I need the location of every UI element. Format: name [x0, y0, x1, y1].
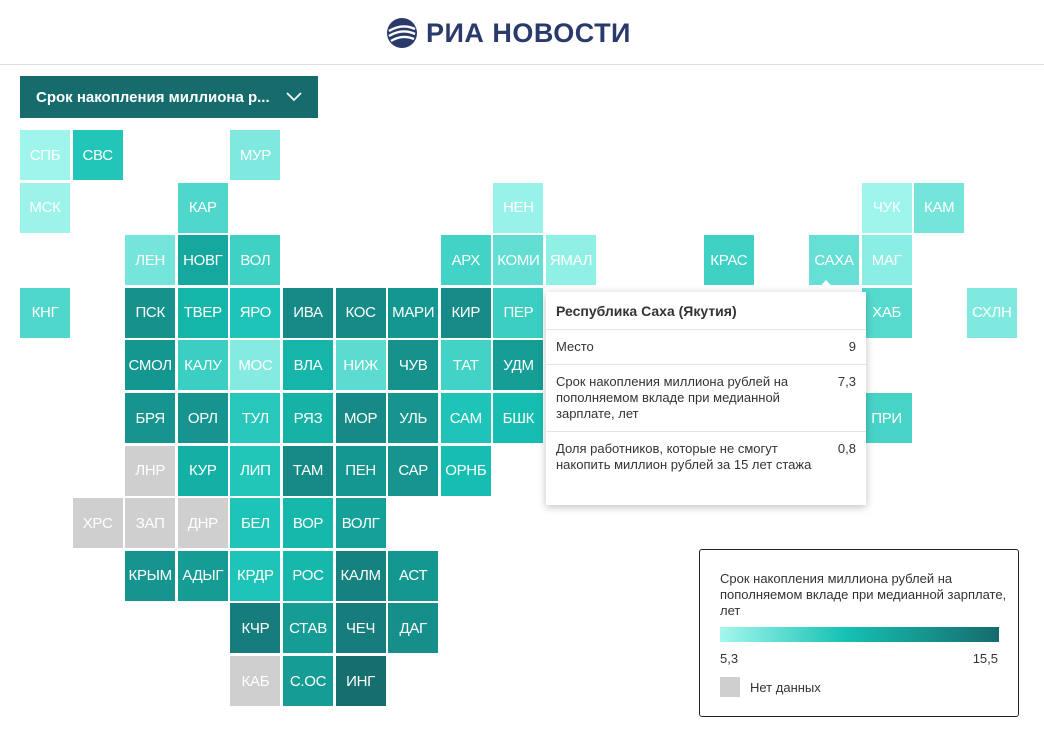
region-tile[interactable]: ХАБ: [862, 288, 912, 338]
region-tile[interactable]: МОР: [336, 393, 386, 443]
tooltip-row-years: [546, 365, 866, 432]
region-tile[interactable]: САХА: [809, 235, 859, 285]
region-tile[interactable]: С.ОС: [283, 656, 333, 706]
region-tile[interactable]: ОРЛ: [178, 393, 228, 443]
region-tile[interactable]: ТАМ: [283, 446, 333, 496]
region-tile[interactable]: КАМ: [914, 183, 964, 233]
map-legend: [699, 549, 1019, 717]
region-tile[interactable]: ЧУК: [862, 183, 912, 233]
legend-gradient-bar: [720, 627, 999, 642]
region-tile[interactable]: БШК: [493, 393, 543, 443]
region-tile[interactable]: КНГ: [20, 288, 70, 338]
region-tile[interactable]: САМ: [441, 393, 491, 443]
legend-title: Срок накопления миллиона рублей на пополняемом вкладе при медианной зарплате, лет: [720, 571, 1007, 618]
logo-text: РИА НОВОСТИ: [426, 17, 631, 48]
region-tile[interactable]: УДМ: [493, 340, 543, 390]
region-tile[interactable]: КРЫМ: [125, 551, 175, 601]
region-tile[interactable]: ЧУВ: [388, 340, 438, 390]
dropdown-label: Срок накопления миллиона р...: [36, 88, 270, 106]
region-tile[interactable]: БРЯ: [125, 393, 175, 443]
region-tile[interactable]: ВОЛ: [230, 235, 280, 285]
no-data-label: Нет данных: [750, 680, 821, 695]
chevron-down-icon: [286, 92, 302, 102]
region-tile[interactable]: САР: [388, 446, 438, 496]
region-tile[interactable]: ТУЛ: [230, 393, 280, 443]
region-tile[interactable]: АСТ: [388, 551, 438, 601]
region-tile[interactable]: ИНГ: [336, 656, 386, 706]
indicator-dropdown[interactable]: [20, 76, 318, 118]
region-tile[interactable]: КОС: [336, 288, 386, 338]
region-tile[interactable]: БЕЛ: [230, 498, 280, 548]
tooltip-row-rank: [546, 330, 866, 365]
region-tile[interactable]: НОВГ: [178, 235, 228, 285]
region-tile[interactable]: РОС: [283, 551, 333, 601]
region-tile[interactable]: ПЕН: [336, 446, 386, 496]
region-tile[interactable]: ПЕР: [493, 288, 543, 338]
region-tile[interactable]: ЗАП: [125, 498, 175, 548]
region-tile[interactable]: АРХ: [441, 235, 491, 285]
region-tile[interactable]: КРАС: [704, 235, 754, 285]
tooltip-value: 7,3: [837, 374, 856, 389]
tooltip-label: Доля работников, которые не смогут накопить миллион рублей за 15 лет стажа: [556, 441, 812, 472]
region-tile[interactable]: КИР: [441, 288, 491, 338]
region-tile[interactable]: ЯРО: [230, 288, 280, 338]
region-tile[interactable]: ХРС: [73, 498, 123, 548]
region-tile[interactable]: ДНР: [178, 498, 228, 548]
region-tile[interactable]: ЯМАЛ: [546, 235, 596, 285]
region-tile[interactable]: УЛЬ: [388, 393, 438, 443]
tooltip-row-share: [546, 432, 866, 482]
region-tooltip: [546, 292, 866, 505]
region-tile[interactable]: ЛЕН: [125, 235, 175, 285]
region-tile[interactable]: КОМИ: [493, 235, 543, 285]
tooltip-value: 0,8: [837, 441, 856, 456]
tooltip-label: Срок накопления миллиона рублей на пополняемом вкладе при медианной зарплате, лет: [556, 374, 789, 421]
region-tile[interactable]: ВОЛГ: [336, 498, 386, 548]
region-tile[interactable]: МСК: [20, 183, 70, 233]
region-tile[interactable]: ВОР: [283, 498, 333, 548]
region-tile[interactable]: ДАГ: [388, 603, 438, 653]
region-tile[interactable]: ТВЕР: [178, 288, 228, 338]
region-tile[interactable]: РЯЗ: [283, 393, 333, 443]
region-tile[interactable]: ИВА: [283, 288, 333, 338]
region-tile[interactable]: КАБ: [230, 656, 280, 706]
region-tile[interactable]: ВЛА: [283, 340, 333, 390]
no-data-swatch: [720, 677, 740, 697]
region-tile[interactable]: СВС: [73, 130, 123, 180]
region-tile[interactable]: МАРИ: [388, 288, 438, 338]
region-tile[interactable]: СХЛН: [967, 288, 1017, 338]
region-tile[interactable]: КРДР: [230, 551, 280, 601]
region-tile[interactable]: ЛИП: [230, 446, 280, 496]
region-tile[interactable]: КАЛМ: [336, 551, 386, 601]
legend-min: 5,3: [720, 651, 739, 666]
region-tile[interactable]: КЧР: [230, 603, 280, 653]
region-tile[interactable]: АДЫГ: [178, 551, 228, 601]
region-tile[interactable]: МАГ: [862, 235, 912, 285]
tooltip-label: Место: [556, 339, 594, 354]
region-tile[interactable]: ЛНР: [125, 446, 175, 496]
region-tile[interactable]: СТАВ: [283, 603, 333, 653]
region-tile[interactable]: ЧЕЧ: [336, 603, 386, 653]
tooltip-value: 9: [848, 339, 856, 354]
region-tile[interactable]: ОРНБ: [441, 446, 491, 496]
tooltip-title: Республика Саха (Якутия): [546, 292, 866, 330]
legend-max: 15,5: [972, 651, 998, 666]
region-tile[interactable]: ПСК: [125, 288, 175, 338]
region-tile[interactable]: КАЛУ: [178, 340, 228, 390]
region-tile[interactable]: СМОЛ: [125, 340, 175, 390]
region-tile[interactable]: КУР: [178, 446, 228, 496]
region-tile[interactable]: МОС: [230, 340, 280, 390]
region-tile[interactable]: ПРИ: [862, 393, 912, 443]
region-tile[interactable]: СПБ: [20, 130, 70, 180]
region-tile[interactable]: КАР: [178, 183, 228, 233]
region-tile[interactable]: НИЖ: [336, 340, 386, 390]
region-tile[interactable]: ТАТ: [441, 340, 491, 390]
region-tile[interactable]: НЕН: [493, 183, 543, 233]
region-tile[interactable]: МУР: [230, 130, 280, 180]
